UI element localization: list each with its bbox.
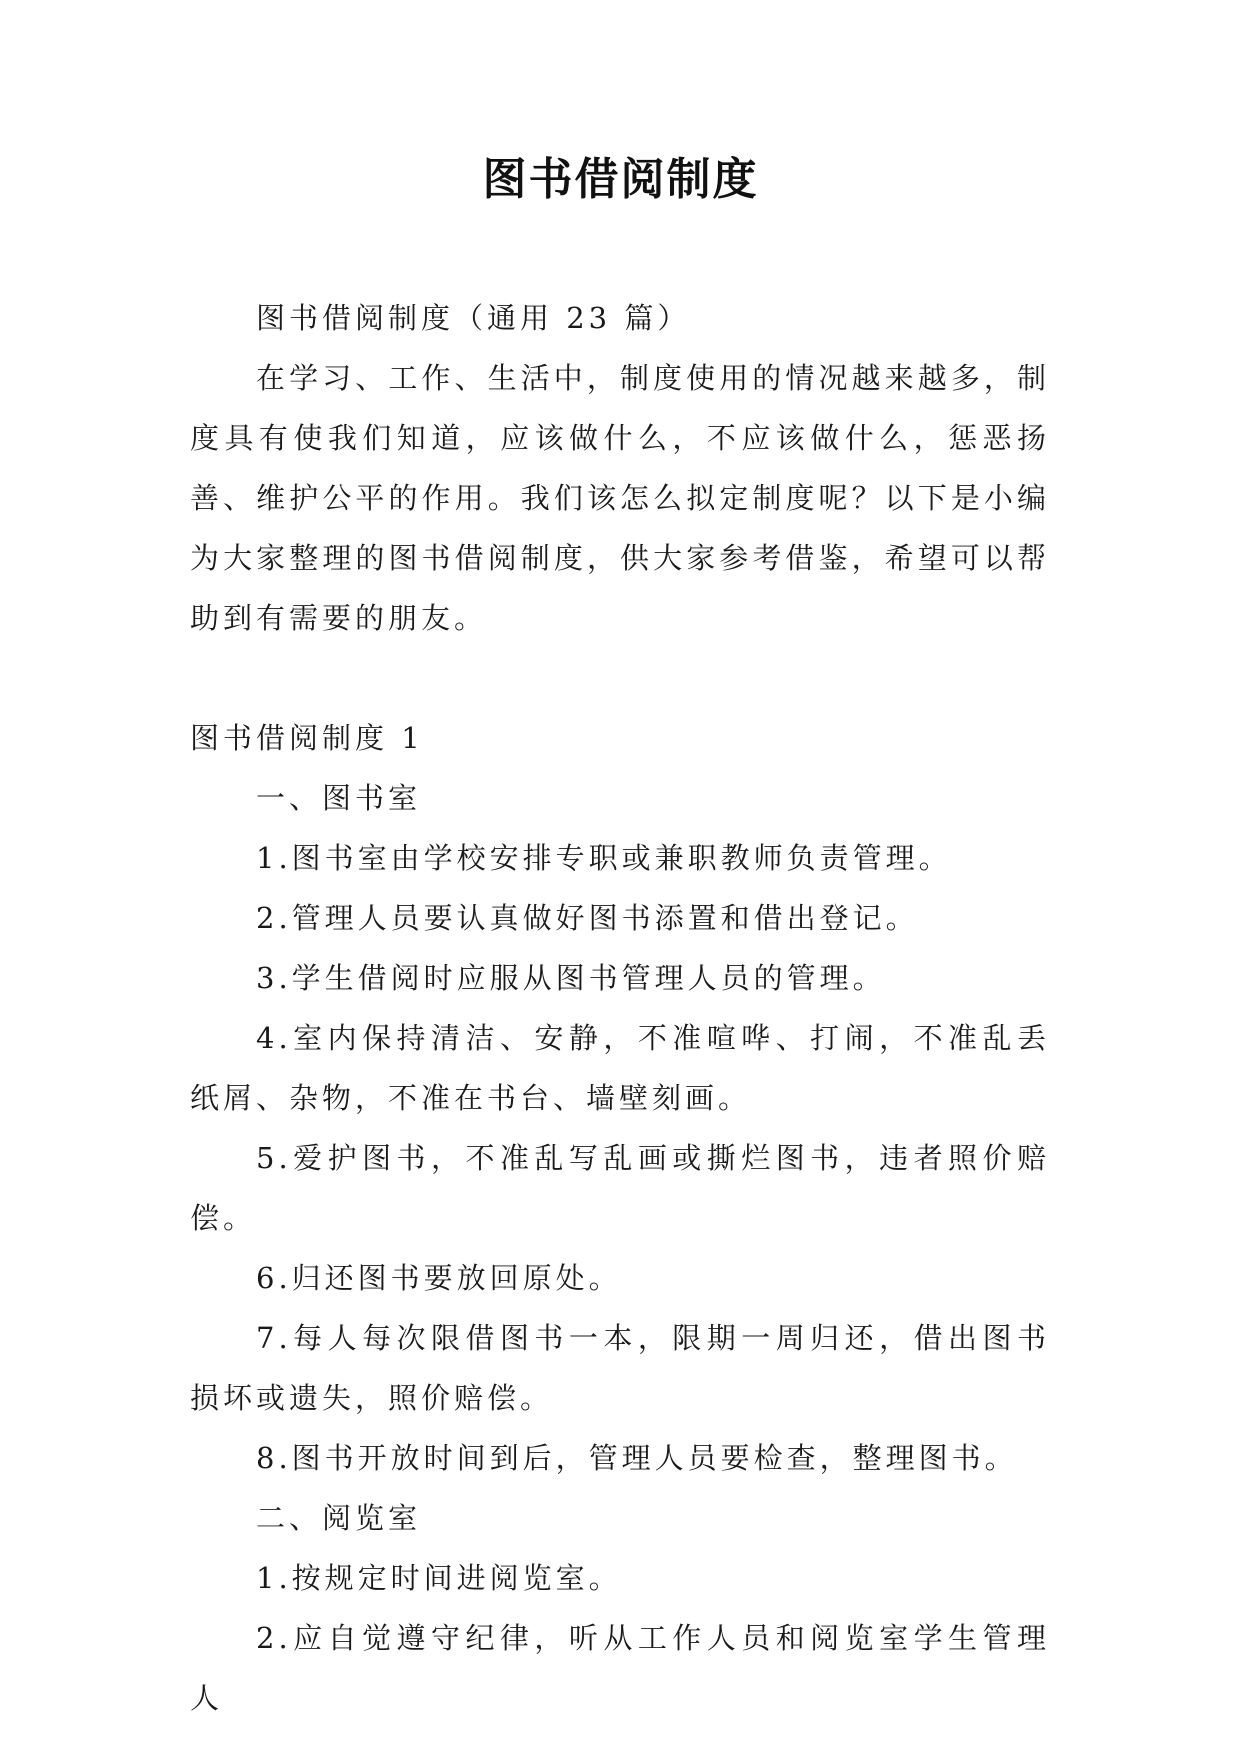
- intro-paragraph: 在学习、工作、生活中，制度使用的情况越来越多，制度具有使我们知道，应该做什么，不应该做什么，惩恶扬善、维护公平的作用。我们该怎么拟定制度呢？以下是小编为大家整理的图书借阅制度，供大家参考借鉴，希望可以帮助到有需要的朋友。: [190, 361, 1050, 635]
- document-subtitle: 图书借阅制度（通用 23 篇）: [256, 301, 691, 335]
- rule-item: 2.管理人员要认真做好图书添置和借出登记。: [256, 901, 919, 935]
- rule-item: 7.每人每次限借图书一本，限期一周归还，借出图书损坏或遗失，照价赔偿。: [190, 1321, 1050, 1415]
- document-body: [190, 288, 1050, 1728]
- rule-item: 3.学生借阅时应服从图书管理人员的管理。: [256, 961, 886, 995]
- rule-item: 5.爱护图书，不准乱写乱画或撕烂图书，违者照价赔偿。: [190, 1141, 1050, 1235]
- part-heading-library: 一、图书室: [256, 781, 422, 815]
- rule-item: 1.图书室由学校安排专职或兼职教师负责管理。: [256, 841, 952, 875]
- part-heading-reading-room: 二、阅览室: [256, 1501, 422, 1535]
- rule-item: 6.归还图书要放回原处。: [256, 1261, 622, 1295]
- rule-item: 8.图书开放时间到后，管理人员要检查，整理图书。: [256, 1441, 1018, 1475]
- paragraph-gap: [190, 648, 1050, 708]
- rule-item: 1.按规定时间进阅览室。: [256, 1561, 622, 1595]
- section-heading: 图书借阅制度 1: [190, 721, 424, 755]
- rule-item: 2.应自觉遵守纪律，听从工作人员和阅览室学生管理人: [190, 1621, 1050, 1715]
- rule-item: 4.室内保持清洁、安静，不准喧哗、打闹，不准乱丢纸屑、杂物，不准在书台、墙壁刻画。: [190, 1021, 1050, 1115]
- page-title: 图书借阅制度: [482, 154, 759, 205]
